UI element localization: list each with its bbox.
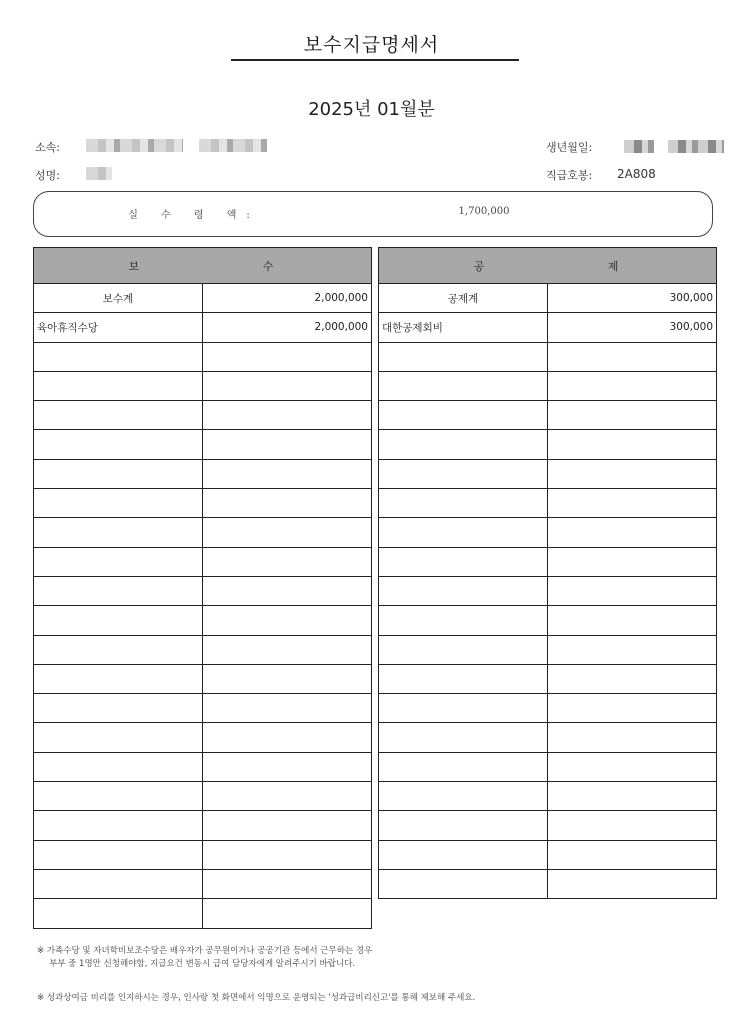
redacted-birth-year bbox=[624, 140, 654, 153]
pay-item bbox=[34, 869, 203, 898]
deduction-table-header-row bbox=[379, 248, 717, 284]
deduction-item bbox=[379, 840, 548, 869]
table-row bbox=[379, 664, 717, 693]
table-row bbox=[34, 811, 372, 840]
pay-item bbox=[34, 694, 203, 723]
deduction-item bbox=[379, 694, 548, 723]
table-row bbox=[379, 723, 717, 752]
deduction-amount bbox=[548, 664, 717, 693]
deduction-amount bbox=[548, 547, 717, 576]
pay-amount bbox=[203, 694, 372, 723]
deduction-item bbox=[379, 459, 548, 488]
net-pay-box bbox=[33, 191, 713, 237]
table-row bbox=[34, 635, 372, 664]
table-row bbox=[379, 284, 717, 313]
pay-amount bbox=[203, 371, 372, 400]
redacted-affiliation bbox=[86, 139, 183, 152]
deduction-item bbox=[379, 752, 548, 781]
table-row bbox=[379, 459, 717, 488]
deduction-amount bbox=[548, 811, 717, 840]
deduction-amount bbox=[548, 869, 717, 898]
deduction-amount bbox=[548, 752, 717, 781]
document-title: 보수지급명세서 bbox=[303, 34, 440, 56]
pay-period: 2025년 01월분 bbox=[308, 99, 435, 120]
pay-table bbox=[33, 247, 372, 929]
table-row bbox=[34, 518, 372, 547]
title-underline bbox=[231, 59, 519, 61]
pay-amount bbox=[203, 782, 372, 811]
pay-item bbox=[34, 342, 203, 371]
deduction-item bbox=[379, 401, 548, 430]
table-row bbox=[34, 284, 372, 313]
pay-item bbox=[34, 782, 203, 811]
pay-amount bbox=[203, 459, 372, 488]
table-row bbox=[379, 840, 717, 869]
pay-amount: 2,000,000 bbox=[203, 284, 372, 313]
pay-item bbox=[34, 459, 203, 488]
pay-amount bbox=[203, 606, 372, 635]
pay-amount: 2,000,000 bbox=[203, 313, 372, 342]
name-label: 성명: bbox=[35, 169, 60, 182]
table-row bbox=[34, 664, 372, 693]
table-row bbox=[34, 694, 372, 723]
redacted-birth-date bbox=[668, 140, 724, 153]
table-row bbox=[379, 489, 717, 518]
deduction-item bbox=[379, 430, 548, 459]
pay-amount bbox=[203, 840, 372, 869]
pay-item bbox=[34, 371, 203, 400]
table-row bbox=[379, 518, 717, 547]
pay-amount bbox=[203, 430, 372, 459]
deduction-item: 대한공제회비 bbox=[379, 313, 548, 342]
redacted-name bbox=[86, 167, 112, 180]
pay-item bbox=[34, 489, 203, 518]
pay-amount bbox=[203, 664, 372, 693]
pay-amount bbox=[203, 811, 372, 840]
net-pay-label: 실 수 령 액: bbox=[128, 210, 260, 221]
table-row bbox=[379, 430, 717, 459]
pay-item bbox=[34, 635, 203, 664]
pay-item bbox=[34, 811, 203, 840]
deduction-amount bbox=[548, 635, 717, 664]
table-row bbox=[34, 371, 372, 400]
deduction-item bbox=[379, 811, 548, 840]
deduction-amount bbox=[548, 518, 717, 547]
pay-amount bbox=[203, 489, 372, 518]
redacted-affiliation-detail bbox=[199, 139, 267, 152]
deduction-item bbox=[379, 869, 548, 898]
pay-item bbox=[34, 606, 203, 635]
deduction-item bbox=[379, 489, 548, 518]
pay-item bbox=[34, 752, 203, 781]
deduction-item bbox=[379, 606, 548, 635]
deduction-amount bbox=[548, 782, 717, 811]
pay-amount bbox=[203, 869, 372, 898]
pay-item bbox=[34, 547, 203, 576]
pay-amount bbox=[203, 401, 372, 430]
table-row bbox=[34, 723, 372, 752]
table-row bbox=[34, 430, 372, 459]
table-row bbox=[34, 459, 372, 488]
deduction-item bbox=[379, 547, 548, 576]
pay-item bbox=[34, 664, 203, 693]
deduction-amount: 300,000 bbox=[548, 284, 717, 313]
table-row bbox=[34, 547, 372, 576]
table-row bbox=[379, 576, 717, 605]
deduction-amount bbox=[548, 459, 717, 488]
deduction-header: 공 제 bbox=[379, 248, 717, 284]
deduction-item bbox=[379, 664, 548, 693]
affiliation-label: 소속: bbox=[35, 141, 60, 154]
table-row bbox=[379, 869, 717, 898]
pay-amount bbox=[203, 576, 372, 605]
pay-item bbox=[34, 401, 203, 430]
grade-value: 2A808 bbox=[617, 167, 656, 181]
deduction-amount bbox=[548, 723, 717, 752]
deduction-item: 공제계 bbox=[379, 284, 548, 313]
table-row bbox=[379, 752, 717, 781]
table-row bbox=[34, 342, 372, 371]
pay-amount bbox=[203, 342, 372, 371]
birth-label: 생년월일: bbox=[546, 141, 593, 154]
deduction-item bbox=[379, 782, 548, 811]
deduction-amount bbox=[548, 401, 717, 430]
note-family-allowance bbox=[37, 945, 372, 971]
deduction-amount bbox=[548, 342, 717, 371]
deduction-item bbox=[379, 518, 548, 547]
table-row bbox=[379, 694, 717, 723]
note-bonus-report: ※ 성과상여금 비리를 인지하시는 경우, 인사랑 첫 화면에서 익명으로 운영되는 '성과급비리신고'를 통해 제보해 주세요. bbox=[37, 993, 476, 1003]
pay-amount bbox=[203, 899, 372, 928]
deduction-table bbox=[378, 247, 717, 899]
pay-item bbox=[34, 723, 203, 752]
grade-label: 직급호봉: bbox=[546, 169, 593, 182]
table-row bbox=[379, 782, 717, 811]
table-row bbox=[34, 313, 372, 342]
pay-item bbox=[34, 430, 203, 459]
deduction-amount bbox=[548, 489, 717, 518]
deduction-item bbox=[379, 371, 548, 400]
table-row bbox=[34, 576, 372, 605]
deduction-amount bbox=[548, 694, 717, 723]
pay-item bbox=[34, 899, 203, 928]
deduction-amount: 300,000 bbox=[548, 313, 717, 342]
table-row bbox=[34, 401, 372, 430]
deduction-amount bbox=[548, 576, 717, 605]
pay-item bbox=[34, 518, 203, 547]
pay-amount bbox=[203, 752, 372, 781]
deduction-amount bbox=[548, 606, 717, 635]
deduction-item bbox=[379, 342, 548, 371]
table-row bbox=[379, 635, 717, 664]
pay-item bbox=[34, 840, 203, 869]
table-row bbox=[34, 752, 372, 781]
pay-amount bbox=[203, 518, 372, 547]
pay-amount bbox=[203, 635, 372, 664]
table-row bbox=[34, 899, 372, 928]
pay-table-header-row bbox=[34, 248, 372, 284]
table-row bbox=[379, 547, 717, 576]
note-line: ※ 가족수당 및 자녀학비보조수당은 배우자가 공무원이거나 공공기관 등에서 근무하는 경우 bbox=[37, 946, 373, 956]
table-row bbox=[379, 342, 717, 371]
table-row bbox=[379, 811, 717, 840]
table-row bbox=[34, 869, 372, 898]
deduction-amount bbox=[548, 430, 717, 459]
table-row bbox=[379, 313, 717, 342]
table-row bbox=[34, 840, 372, 869]
table-row bbox=[34, 606, 372, 635]
deduction-item bbox=[379, 723, 548, 752]
net-pay-value: 1,700,000 bbox=[458, 206, 510, 217]
table-row bbox=[34, 782, 372, 811]
pay-header: 보 수 bbox=[34, 248, 372, 284]
pay-amount bbox=[203, 723, 372, 752]
pay-item bbox=[34, 576, 203, 605]
pay-amount bbox=[203, 547, 372, 576]
note-line: 부부 중 1명만 신청해야함, 지급요건 변동시 급여 담당자에게 알려주시기 바랍니다. bbox=[49, 959, 356, 969]
deduction-item bbox=[379, 576, 548, 605]
deduction-amount bbox=[548, 371, 717, 400]
deduction-amount bbox=[548, 840, 717, 869]
pay-item: 보수계 bbox=[34, 284, 203, 313]
table-row bbox=[34, 489, 372, 518]
deduction-item bbox=[379, 635, 548, 664]
table-row bbox=[379, 371, 717, 400]
table-row bbox=[379, 606, 717, 635]
pay-item: 육아휴직수당 bbox=[34, 313, 203, 342]
table-row bbox=[379, 401, 717, 430]
